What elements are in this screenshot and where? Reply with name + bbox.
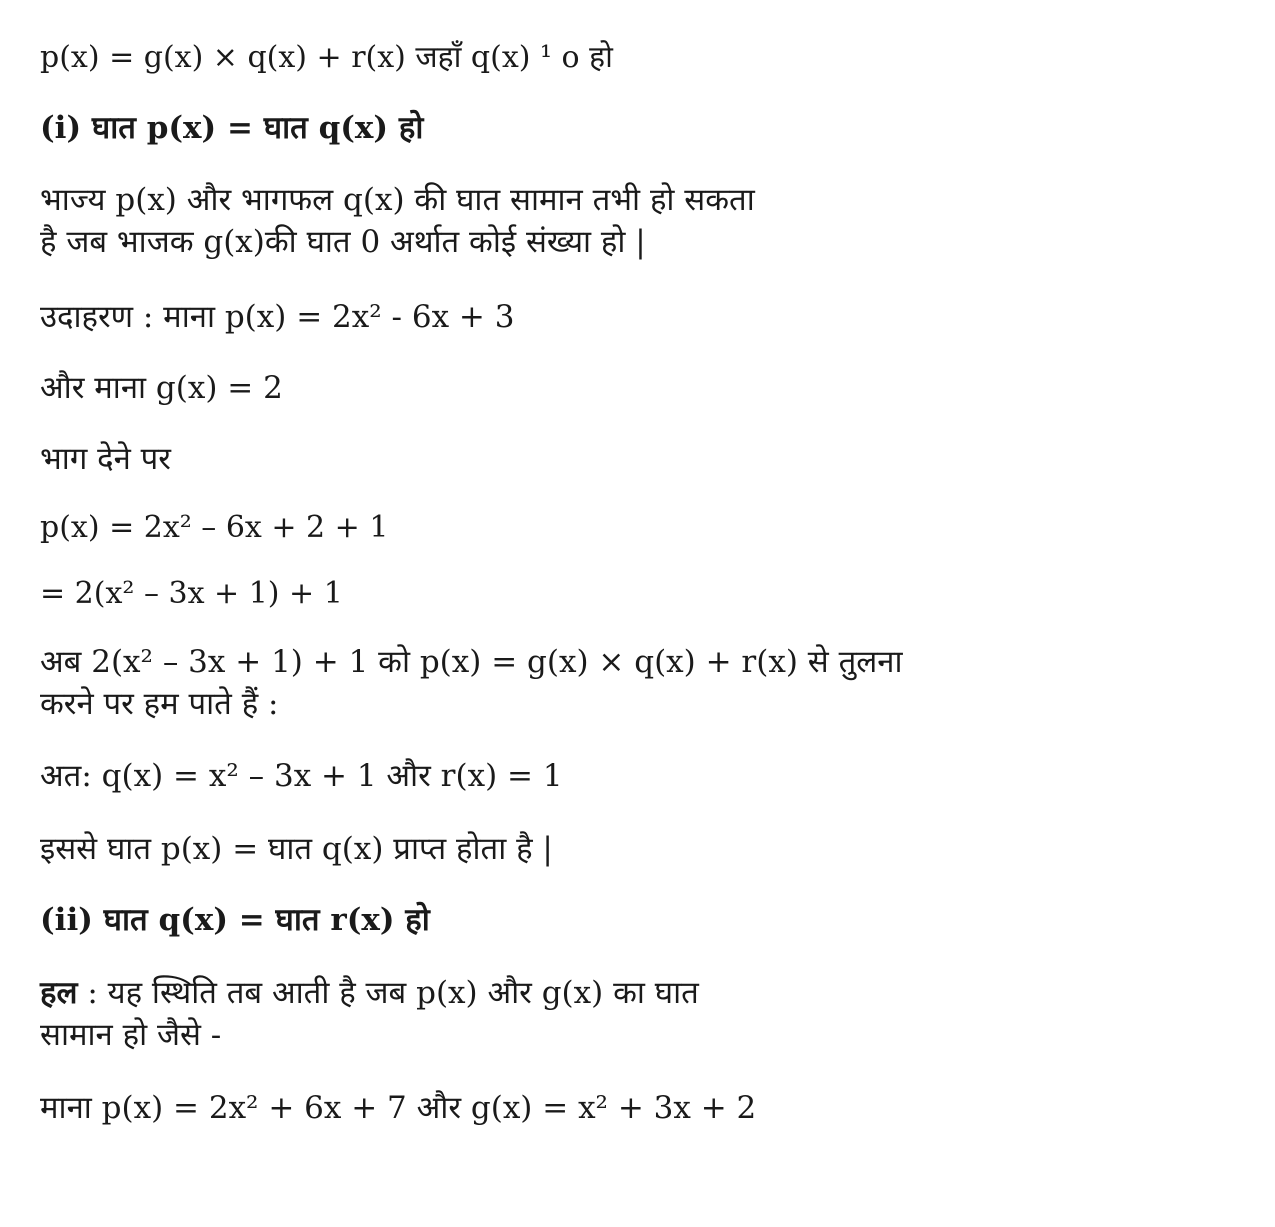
px-expansion-line: p(x) = 2x² – 6x + 2 + 1 — [40, 510, 389, 545]
compare-line-2: करने पर हम पाते हैं : — [40, 686, 279, 722]
compare-line-1: अब 2(x² – 3x + 1) + 1 को p(x) = g(x) × q(x) + r(x) से तुलना — [40, 644, 903, 680]
solution-line-1 — [40, 973, 699, 1013]
solution-line-2: सामान हो जैसे - — [40, 1017, 222, 1053]
solution-text: : यह स्थिति तब आती है जब p(x) और g(x) का घात — [87, 975, 699, 1011]
case-i-heading: (i) घात p(x) = घात q(x) हो — [40, 110, 424, 146]
factored-line: = 2(x² – 3x + 1) + 1 — [40, 576, 343, 611]
paragraph-line-1: भाज्य p(x) और भागफल q(x) की घात सामान तभी हो सकता — [40, 182, 755, 218]
therefore-line: अत: q(x) = x² – 3x + 1 और r(x) = 1 — [40, 758, 563, 794]
assume-px-gx-line: माना p(x) = 2x² + 6x + 7 और g(x) = x² + 3x + 2 — [40, 1090, 757, 1126]
conclusion-line: इससे घात p(x) = घात q(x) प्राप्त होता है | — [40, 831, 553, 867]
assume-g-line: और माना g(x) = 2 — [40, 370, 283, 406]
on-dividing-line: भाग देने पर — [40, 441, 171, 477]
solution-label: हल — [40, 975, 78, 1011]
case-ii-heading: (ii) घात q(x) = घात r(x) हो — [40, 902, 430, 938]
paragraph-line-2: है जब भाजक g(x)की घात 0 अर्थात कोई संख्या हो | — [40, 224, 646, 260]
division-algorithm-formula: p(x) = g(x) × q(x) + r(x) जहाँ q(x) ¹ o हो — [40, 40, 613, 75]
example-line: उदाहरण : माना p(x) = 2x² - 6x + 3 — [40, 299, 515, 335]
